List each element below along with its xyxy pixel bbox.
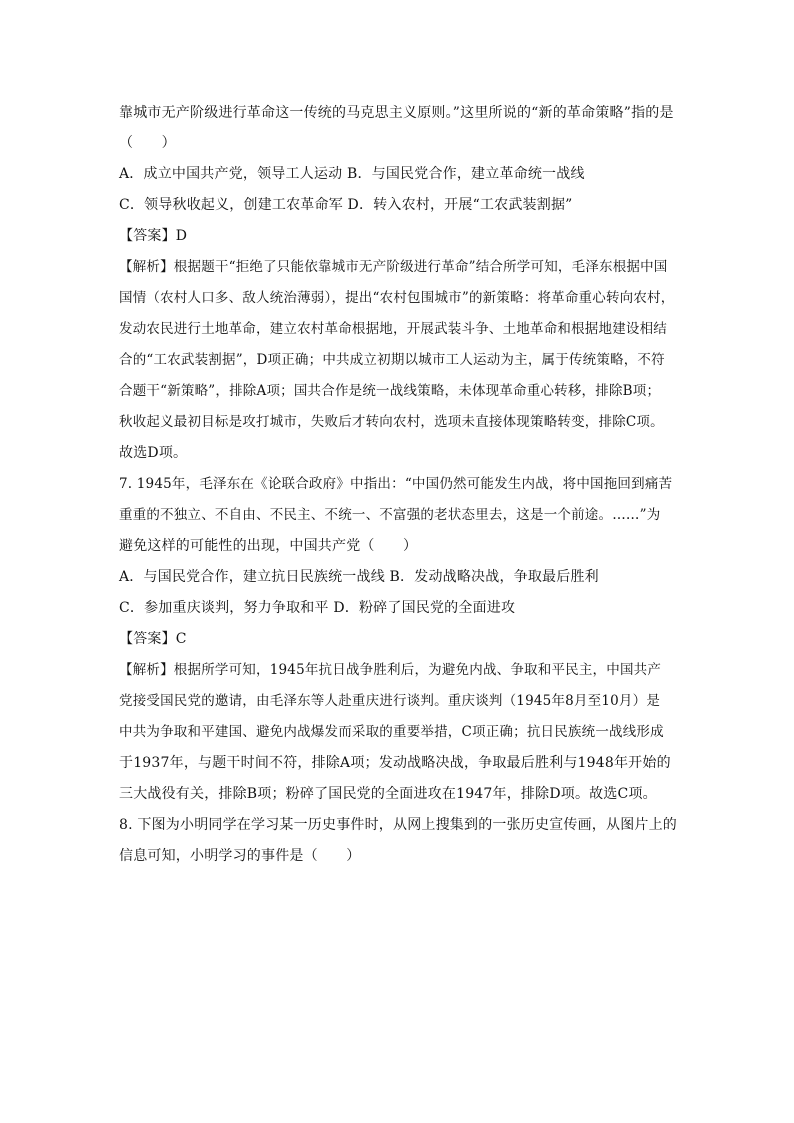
text-line: 于1937年，与题干时间不符，排除A项；发动战略决战，争取最后胜利与1948年开始的 (119, 755, 671, 771)
text-line: 中共为争取和平建国、避免内战爆发而采取的重要举措，C项正确；抗日民族统一战线形成 (119, 724, 664, 740)
question-6-analysis: 【解析】根据题干“拒绝了只能依靠城市无产阶级进行革命”结合所学可知，毛泽东根据中国 (119, 259, 668, 275)
question-6-answer: 【答案】D (119, 228, 188, 244)
question-7-options-ab: A．与国民党合作，建立抗日民族统一战线 B．发动战略决战，争取最后胜利 (119, 569, 599, 585)
text-line: 信息可知，小明学习的事件是（ ） (119, 848, 361, 864)
question-6-options-cd: C．领导秋收起义，创建工农革命军 D．转入农村，开展“工农武装割据” (119, 197, 573, 213)
text-line: 避免这样的可能性的出现，中国共产党（ ） (119, 538, 418, 554)
text-line: 重重的不独立、不自由、不民主、不统一、不富强的老状态里去，这是一个前途。……”为 (119, 507, 661, 523)
text-line: 国情（农村人口多、敌人统治薄弱），提出“农村包围城市”的新策略：将革命重心转向农村， (119, 290, 675, 306)
text-line: 故选D项。 (119, 445, 188, 461)
text-line: 靠城市无产阶级进行革命这一传统的马克思主义原则。”这里所说的“新的革命策略”指的是 (119, 105, 674, 121)
text-line: 三大战役有关，排除B项；粉碎了国民党的全面进攻在1947年，排除D项。故选C项。 (119, 786, 657, 802)
question-7-answer: 【答案】C (119, 631, 187, 647)
question-7-analysis: 【解析】根据所学可知，1945年抗日战争胜利后，为避免内战、争取和平民主，中国共产 (119, 662, 662, 678)
text-line: 发动农民进行土地革命，建立农村革命根据地，开展武装斗争、土地革命和根据地建设相结 (119, 321, 667, 337)
question-6-options-ab: A．成立中国共产党，领导工人运动 B．与国民党合作，建立革命统一战线 (119, 166, 585, 182)
text-line: 秋收起义最初目标是攻打城市，失败后才转向农村，选项未直接体现策略转变，排除C项。 (119, 414, 664, 430)
question-7-options-cd: C．参加重庆谈判，努力争取和平 D．粉碎了国民党的全面进攻 (119, 600, 516, 616)
text-line: 合的“工农武装割据”，D项正确；中共成立初期以城市工人运动为主，属于传统策略，不符 (119, 352, 665, 368)
question-8-stem: 8. 下图为小明同学在学习某一历史事件时，从网上搜集到的一张历史宣传画，从图片上的 (119, 817, 678, 833)
text-line: 党接受国民党的邀请，由毛泽东等人赴重庆进行谈判。重庆谈判（1945年8月至10月）是 (119, 693, 661, 709)
text-line: （ ） (119, 135, 176, 151)
text-line: 合题干“新策略”，排除A项；国共合作是统一战线策略，未体现革命重心转移，排除B项； (119, 383, 661, 399)
question-7-stem: 7. 1945年，毛泽东在《论联合政府》中指出：“中国仍然可能发生内战，将中国拖回到痛苦 (119, 476, 673, 492)
